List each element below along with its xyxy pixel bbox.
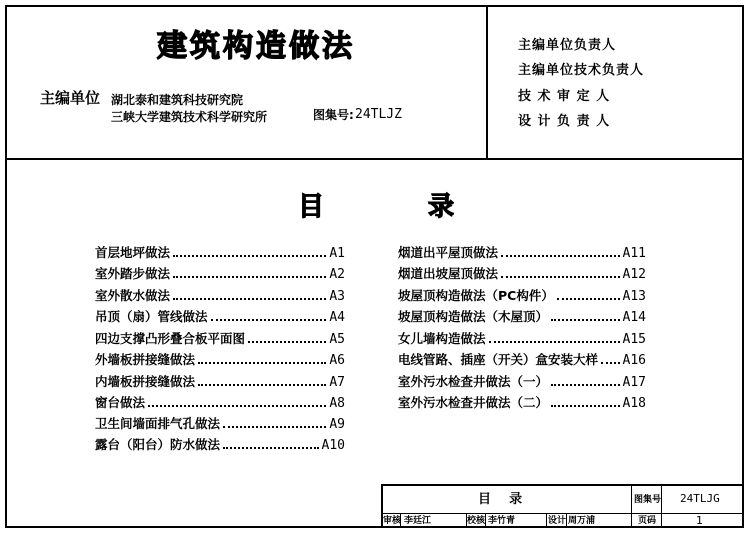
toc-entry-name: 室外污水检查井做法（二）: [398, 395, 549, 410]
toc-heading-right: 录: [428, 192, 455, 222]
review-label: 审核: [383, 516, 402, 526]
toc-entry[interactable]: [95, 262, 345, 282]
toc-entry-name: 室外踏步做法: [95, 266, 171, 281]
toc-entry-page: A10: [321, 438, 345, 453]
atlas-label: 图集号:: [313, 108, 354, 122]
toc-entry-name: 烟道出坡屋顶做法: [398, 266, 499, 281]
atlas-number: 24TLJZ: [355, 107, 402, 122]
toc-entry-page: A5: [329, 332, 345, 347]
toc-entry-page: A4: [329, 310, 345, 325]
toc-leader: [601, 362, 620, 364]
editor-org-1: 湖北泰和建筑科技研究院: [111, 93, 244, 107]
reviewer-name: 李廷江: [404, 516, 432, 526]
title-block-atlas-number: 24TLJG: [680, 492, 720, 505]
toc-entry-page: A18: [622, 396, 646, 411]
toc-entry-page: A9: [329, 417, 345, 432]
toc-entry-page: A12: [622, 267, 646, 282]
toc-entry-page: A11: [622, 246, 646, 261]
title-block-cell: [485, 513, 486, 528]
toc-leader: [223, 426, 326, 428]
toc-entry[interactable]: [398, 241, 646, 261]
title-block-atlas-label: 图集号: [634, 495, 662, 505]
toc-entry[interactable]: [398, 327, 646, 347]
title-block-cell: [566, 513, 567, 528]
check-label: 校核: [467, 516, 486, 526]
toc-entry-name: 烟道出平屋顶做法: [398, 245, 499, 260]
toc-leader: [501, 255, 620, 257]
editor-label: 主编单位: [40, 89, 101, 107]
toc-entry-page: A1: [329, 246, 345, 261]
toc-leader: [551, 319, 620, 321]
toc-leader: [173, 298, 326, 300]
toc-entry-page: A2: [329, 267, 345, 282]
toc-entry-name: 女儿墙构造做法: [398, 331, 486, 346]
page-label: 页码: [638, 516, 657, 526]
toc-entry-name: 首层地坪做法: [95, 245, 171, 260]
document-title: 建筑构造做法: [157, 29, 355, 64]
toc-entry-name: 露台（阳台）防水做法: [95, 437, 221, 452]
toc-entry-name: 坡屋顶构造做法（PC构件）: [398, 288, 554, 303]
chief-unit-responsible: 主编单位负责人: [518, 38, 617, 53]
title-block-cell: [546, 513, 547, 528]
editor-org-2: 三峡大学建筑技术科学研究所: [111, 110, 268, 124]
toc-leader: [173, 255, 326, 257]
checker-name: 李竹青: [488, 516, 516, 526]
toc-entry-name: 窗台做法: [95, 395, 146, 410]
toc-entry[interactable]: [95, 412, 345, 432]
toc-entry-page: A16: [622, 353, 646, 368]
toc-leader: [551, 384, 620, 386]
toc-leader: [198, 384, 326, 386]
toc-entry-name: 内墙板拼接缝做法: [95, 374, 196, 389]
toc-leader: [173, 276, 326, 278]
title-block-drawing-title: 目 录: [478, 492, 523, 507]
toc-entry[interactable]: [398, 305, 646, 325]
toc-entry-page: A7: [329, 375, 345, 390]
design-label: 设计: [548, 516, 567, 526]
toc-entry[interactable]: [95, 433, 345, 453]
toc-entry[interactable]: [95, 391, 345, 411]
toc-entry-name: 四边支撑凸形叠合板平面图: [95, 331, 246, 346]
designer-name: 周万浦: [568, 516, 596, 526]
toc-leader: [551, 405, 620, 407]
toc-entry[interactable]: [95, 284, 345, 304]
toc-entry-name: 吊顶（扇）管线做法: [95, 309, 208, 324]
title-block-col: [631, 484, 632, 528]
toc-entry-name: 室外污水检查井做法（一）: [398, 374, 549, 389]
toc-leader: [198, 362, 326, 364]
toc-entry[interactable]: [95, 348, 345, 368]
title-block-top: [381, 484, 744, 486]
design-responsible: 设 计 负 责 人: [518, 114, 611, 129]
toc-entry-page: A3: [329, 289, 345, 304]
toc-entry-page: A15: [622, 332, 646, 347]
toc-entry-page: A13: [622, 289, 646, 304]
toc-leader: [557, 298, 620, 300]
toc-entry-page: A6: [329, 353, 345, 368]
header-vertical-divider: [486, 5, 488, 160]
toc-entry[interactable]: [95, 241, 345, 261]
toc-entry-name: 电线管路、插座（开关）盒安装大样: [398, 352, 599, 367]
page-number: 1: [696, 514, 703, 527]
toc-entry-name: 卫生间墙面排气孔做法: [95, 416, 221, 431]
toc-entry[interactable]: [398, 284, 646, 304]
toc-leader: [501, 276, 620, 278]
toc-entry-name: 外墙板拼接缝做法: [95, 352, 196, 367]
toc-entry[interactable]: [95, 327, 345, 347]
toc-entry-page: A8: [329, 396, 345, 411]
toc-entry[interactable]: [398, 370, 646, 390]
technical-approver: 技 术 审 定 人: [518, 89, 611, 104]
toc-entry[interactable]: [398, 391, 646, 411]
toc-entry-name: 室外散水做法: [95, 288, 171, 303]
toc-leader: [148, 405, 326, 407]
toc-entry[interactable]: [95, 305, 345, 325]
title-block-middle: [381, 513, 744, 514]
toc-leader: [489, 341, 620, 343]
toc-entry[interactable]: [398, 262, 646, 282]
title-block-col: [661, 484, 662, 528]
header-divider: [5, 158, 744, 160]
toc-entry[interactable]: [95, 370, 345, 390]
toc-entry-page: A17: [622, 375, 646, 390]
toc-entry-name: 坡屋顶构造做法（木屋顶）: [398, 309, 549, 324]
toc-leader: [211, 319, 327, 321]
chief-unit-tech-responsible: 主编单位技术负责人: [518, 63, 645, 78]
toc-entry[interactable]: [398, 348, 646, 368]
toc-leader: [223, 447, 319, 449]
toc-heading-left: 目: [298, 192, 325, 222]
toc-leader: [248, 341, 326, 343]
toc-entry-page: A14: [622, 310, 646, 325]
